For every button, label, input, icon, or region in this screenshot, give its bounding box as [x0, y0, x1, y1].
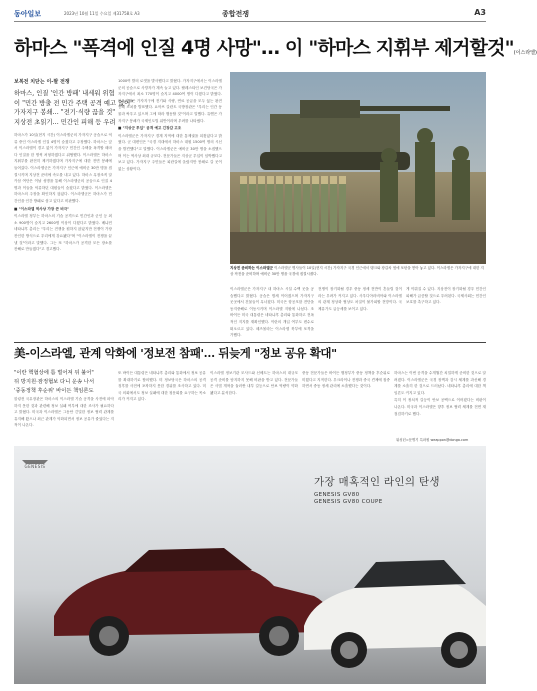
article-paragraph: 중동 전문가들은 바이든 행정부가 중동 정책을 후순위로 미뤘다고 지적한다. 우크라이나 전쟁과 중국 견제에 집중하면서 중동 정세 관리에 소홀했다는 것이다.	[302, 371, 390, 389]
article-paragraph: 이스라엘 정부는 하마스의 기습 공격으로 민간인과 군인 등 최소 900명이 숨지고 2600명 이상이 다쳤다고 밝혔다. 베냐민 네타냐후 총리는 "우리는 전쟁을 원하지 않았지만 전쟁이 가장 잔인한 방식으로 우리에게 강요됐다"며 "이스라엘이 전쟁을 끝낼 것"이라고 말했다. 그는 또 "하마스가 공격한 모든 장소를 잔해로 만들겠다"고 경고했다.	[14, 214, 112, 252]
article-paragraph: 게 이뤄질 수 있다. 지상전이 장기화될 경우 민간인 피해가 급증할 것으로 우려된다. 국제사회는 민간인 보호를 촉구하고 있다.	[406, 287, 486, 305]
photo-caption	[230, 266, 486, 277]
article-paragraph: 이스라엘군은 가자지구 내 하마스 시설 수백 곳을 공습했다고 밝혔다. 공습은 밤새 이어졌으며 가자지구 곳곳에서 건물들이 무너졌다. 미국은 항공모함 전단을 동지중해로 이동시키며 이스라엘 지원에 나섰다. 조 바이든 미국 대통령은 네타냐후 총리와 통화하고 전폭적인 지지를 재확인했다. 이란의 개입 여부도 변수로 떠오르고 있다. 헤즈볼라는 이스라엘 북부에 포격을 가했다.	[230, 287, 314, 338]
issue-date: 2023년 10월 11일 수요일 제31758호 A3	[64, 11, 140, 16]
deck-line: 가자지구 봉쇄… "전기·식량 끊을 것"	[14, 109, 116, 117]
caption-text: 이스라엘군 병사들이 10일(현지 시간) 가자지구 국경 인근에서 탱크와 장갑차 옆에 포탄을 쌓아 놓고 있다. 이스라엘은 가자지구에 대한 지상 작전을 준비하며 예비군 30만 명을 국경에 집결시켰다.	[230, 266, 484, 276]
second-column-4	[302, 370, 390, 442]
article-paragraph: 이스라엘 정보기관 모사드와 신베트는 하마스의 대규모 공격 준비를 탐지하지 못해 비판을 받고 있다. 전문가들은 사법 개혁을 둘러싼 내부 갈등으로 안보 역량이 약화됐다고 분석한다.	[210, 371, 298, 395]
car-advertisement	[14, 446, 486, 684]
second-column-2	[118, 370, 206, 442]
deck-line: 지상전 초읽기… 민간인 피해 등 우려	[14, 119, 116, 127]
deck-line: "이란 핵협상에 틈 벌어져 뒤 불어"	[14, 370, 94, 376]
soldiers-tank-photo	[230, 72, 486, 264]
second-column-5	[394, 370, 486, 434]
second-column-3	[210, 370, 298, 442]
article-paragraph: 블링컨 국무장관은 하마스의 이스라엘 기습 공격을 사전에 파악하지 못한 것과 관련해 정보 실패 여부에 대한 조사가 필요하다고 밝혔다. 미국과 이스라엘은 그동안 긴밀한 정보 협력 관계를 유지해 왔으나 최근 관계가 악화되면서 정보 공유가 줄었다는 지적이 나온다.	[14, 397, 114, 428]
deck-line: '중동정책 후순위' 바이든 책임론도	[14, 387, 94, 394]
deck	[14, 89, 134, 128]
article-paragraph: 하마스는 이번 공격을 수개월간 치밀하게 준비한 것으로 알려졌다. 이스라엘군은 국경 장벽과 감시 체계를 과신해 경계를 소홀히 한 것으로 드러났다. 네타냐후 총리에 대한 책임론도 커지고 있다.	[394, 371, 486, 395]
article-column-5	[406, 286, 486, 338]
article-column-4	[318, 286, 402, 338]
headline-credit: (이스라엘)	[513, 50, 537, 56]
article-paragraph: 특히 이 정치적 갈등이 안보 공백으로 이어졌다는 비판이 나온다. 미국과 이스라엘은 향후 정보 협력 체계를 전면 재점검하기로 했다.	[394, 398, 486, 416]
deck-line: 하마스, 인질 '인간 방패' 내세워 위협	[14, 90, 115, 97]
ad-headline: 가장 매혹적인 라인의 탄생	[314, 476, 440, 488]
second-column-1	[14, 396, 114, 442]
article-paragraph: 전쟁이 장기화될 경우 중동 정세 전반이 흔들릴 것이라는 우려가 커지고 있다. 사우디아라비아와 이스라엘의 관계 정상화 협상도 차질이 불가피할 전망이다. 국제유가도 급등세를 보이고 있다.	[318, 287, 402, 311]
deck-line: 이 "민간 방출 전 민간 주택 공격 예고 없어"	[14, 99, 134, 107]
ad-model-name: GENESIS GV80 COUPE	[314, 499, 383, 505]
main-headline-text: 하마스 "폭격에 인질 4명 사망"… 이 "하마스 지휘부 제거할것"	[14, 37, 514, 59]
article-paragraph: 1000여 발의 로켓을 발사했다고 밝혔다. 가자지구에서는 이스라엘군의 공습으로 사망자가 계속 늘고 있다. 팔레스타인 보건당국은 가자지구에서 최소 770명이 숨지고 4000여 명이 다쳤다고 밝혔다. 이스라엘은 가자지구에 전기와 식량, 연료 공급을 모두 끊는 완전 봉쇄 조치를 발표했다. 요아브 갈란트 국방장관은 "우리는 인간 동물과 싸우고 있으며 그에 따라 행동할 것"이라고 말했다. 유엔은 가자지구 봉쇄가 국제인도법 위반이라며 우려를 나타냈다.	[118, 79, 223, 123]
section-divider	[14, 342, 486, 343]
article-subhead: ■ "이스라엘 역사상 가장 큰 비극"	[14, 206, 70, 211]
article-paragraph: 하마스가 10일(현지 시간) 이스라엘군의 가자지구 공습으로 억류 중인 이스라엘 인질 4명이 숨졌다고 주장했다. 하마스는 앞서 이스라엘이 경고 없이 가자지구 민간인 주택을 폭격할 때마다 인질을 한 명씩 처형하겠다고 위협했다. 이스라엘은 하마스 지휘부를 완전히 제거하겠다며 가자지구에 대한 전면 봉쇄에 들어갔다. 이스라엘군은 가자지구 인근에 예비군 30만 명을 집결시키며 지상전 준비에 속도를 내고 있다. 하마스 무장조직 알카삼 여단은 이날 성명을 통해 이스라엘군의 공습으로 인질 4명과 이들을 억류하던 대원들이 숨졌다고 밝혔다. 이스라엘은 하마스의 주장을 확인하지 않았다. 이스라엘군은 하마스가 민간인을 인간 방패로 삼고 있다고 비판했다.	[14, 133, 112, 203]
news-photo	[230, 72, 486, 264]
brand-logo: GENESIS	[24, 464, 46, 469]
ad-model-name: GENESIS GV80	[314, 492, 360, 498]
article-paragraph: 또 바이든 대통령은 네타냐후 총리와 통화에서 정보 공유를 확대하기로 합의했다. 미 정보당국은 하마스의 공격 징후를 사전에 포착하지 못한 경위를 조사하고 있다. 미국 의회에서도 정보 실패에 대한 청문회를 요구하는 목소리가 커지고 있다.	[118, 371, 206, 402]
section-title: 종합전쟁	[222, 10, 250, 18]
deck-line: 뒤 방지원·잠정협보 다니 운송 나서	[14, 378, 95, 385]
article-paragraph: 이스라엘군은 가자지구 경계 지역에 대한 통제권을 되찾았다고 밝혔다. 군 대변인은 "국경 지대에서 하마스 대원 1500여 명의 시신을 발견했다"고 말했다. 이스라엘군은 예비군 30만 명을 소집했으며 이는 역사상 최대 규모다. 전문가들은 지상군 투입이 임박했다고 보고 있다. 가자지구 주민들은 피란길에 올랐지만 봉쇄로 갈 곳이 없는 상황이다.	[118, 133, 223, 171]
masthead	[14, 8, 486, 22]
article-column-1	[14, 132, 112, 338]
page-number: A3	[474, 8, 486, 17]
second-deck	[14, 369, 114, 395]
reporter-byline: 워싱턴=문병기 특파원 weappon@donga.com	[396, 438, 469, 442]
newspaper-logo: 동아일보	[14, 9, 42, 18]
article-column-2	[118, 78, 222, 338]
kicker: 보복전 치닫는 이-팔 전쟁	[14, 79, 70, 85]
second-headline: 美-이스라엘, 관계 악화에 '정보전 참패'… 뒤늦게 "정보 공유 확대"	[14, 346, 337, 360]
article-column-3	[230, 286, 314, 338]
caption-title: 지상전 준비하는 이스라엘군	[230, 266, 274, 270]
main-headline	[14, 33, 537, 60]
article-subhead: ■ "지상군 투입" 공격 예고 긴장감 고조	[118, 126, 182, 131]
